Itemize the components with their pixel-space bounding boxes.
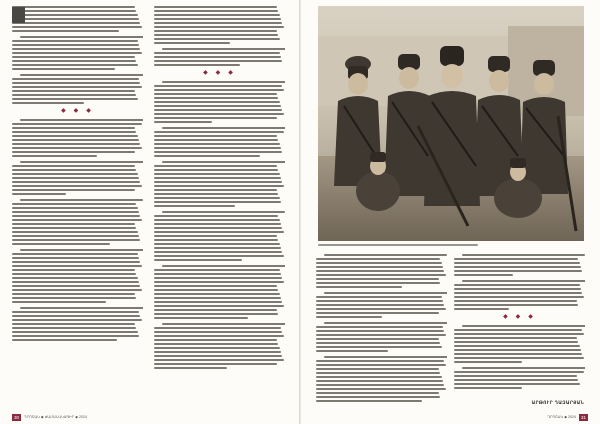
paragraph (154, 265, 285, 319)
text-line (154, 285, 277, 287)
text-line (462, 325, 585, 327)
photo-figures (318, 6, 584, 241)
paragraph (316, 292, 447, 318)
text-line (324, 322, 447, 324)
section-divider: ◆ ◆ ◆ (61, 107, 94, 114)
text-line (316, 368, 439, 370)
text-line (20, 119, 143, 121)
text-line (154, 281, 284, 283)
text-line (154, 22, 282, 24)
text-line (12, 265, 142, 267)
text-line (12, 82, 140, 84)
text-line (316, 342, 440, 344)
text-line (154, 97, 278, 99)
section-divider: ◆ ◆ ◆ (203, 69, 236, 76)
text-line (12, 173, 138, 175)
text-line (12, 86, 142, 88)
text-line (454, 329, 582, 331)
text-line (12, 123, 142, 125)
text-line (12, 257, 139, 259)
text-line (154, 60, 282, 62)
paragraph (154, 48, 285, 66)
text-line (12, 189, 135, 191)
text-line (12, 243, 110, 245)
text-line (12, 151, 135, 153)
text-line (154, 101, 280, 103)
paragraph (154, 323, 285, 369)
text-line (154, 117, 277, 119)
text-line (154, 205, 235, 207)
text-line (12, 203, 136, 205)
text-line (12, 331, 138, 333)
text-line (12, 211, 139, 213)
paragraph (12, 74, 143, 104)
text-line (12, 301, 106, 303)
text-line (12, 64, 138, 66)
text-line (12, 277, 138, 279)
text-line (324, 254, 447, 256)
text-line (154, 359, 284, 361)
text-line (454, 274, 513, 276)
text-line (12, 6, 135, 8)
right-page (300, 0, 600, 424)
text-line (154, 227, 282, 229)
text-line (454, 357, 584, 359)
text-line (316, 278, 439, 280)
text-line (316, 338, 439, 340)
text-line (154, 147, 281, 149)
paragraph (454, 367, 585, 389)
text-line (12, 131, 136, 133)
paragraph (316, 254, 447, 288)
text-line (454, 387, 522, 389)
text-line (454, 284, 580, 286)
text-line (154, 52, 280, 54)
right-page-column-1 (316, 254, 447, 404)
text-line (12, 98, 138, 100)
text-line (154, 331, 282, 333)
text-line (154, 109, 282, 111)
left-page-footer (12, 413, 87, 421)
text-line (154, 251, 282, 253)
page-number-right: 31 (580, 414, 586, 420)
text-line (154, 313, 278, 315)
text-line (454, 262, 580, 264)
text-line (154, 255, 284, 257)
text-line (12, 78, 139, 80)
text-line (154, 301, 282, 303)
section-divider: ◆ ◆ ◆ (503, 313, 536, 320)
text-line (12, 285, 140, 287)
text-line (316, 316, 382, 318)
text-line (154, 327, 281, 329)
text-line (154, 26, 284, 28)
text-line (12, 185, 142, 187)
text-line (454, 333, 584, 335)
paragraph (12, 6, 143, 32)
text-line (316, 384, 444, 386)
text-line (154, 367, 227, 369)
text-line (154, 355, 282, 357)
page-number-left: 30 (13, 414, 19, 420)
text-line (154, 93, 277, 95)
text-line (12, 127, 135, 129)
text-line (12, 143, 140, 145)
drop-cap (12, 7, 25, 23)
text-line (154, 151, 282, 153)
text-line (454, 300, 577, 302)
text-line (12, 215, 140, 217)
text-line (154, 219, 280, 221)
text-line (454, 270, 582, 272)
text-line (162, 48, 285, 50)
photo-caption (318, 244, 584, 250)
text-line (154, 64, 240, 66)
text-line (154, 165, 277, 167)
paragraph (454, 254, 585, 276)
text-line (316, 266, 443, 268)
text-line (12, 68, 115, 70)
text-line (12, 311, 139, 313)
text-line (316, 400, 422, 402)
text-line (12, 289, 142, 291)
text-line (12, 177, 139, 179)
text-line (154, 363, 277, 365)
paragraph (154, 81, 285, 123)
text-line (12, 94, 136, 96)
text-line (454, 266, 581, 268)
left-page-column-2 (154, 6, 285, 402)
left-footer-text: ԴՐՈՇԱԿ ◆ ԺԱՄԱՆԱԿԱԳԻՐ ◆ 2024 (24, 415, 87, 420)
text-line (316, 312, 439, 314)
text-line (12, 193, 66, 195)
text-line (154, 347, 280, 349)
text-line (154, 30, 277, 32)
text-line (316, 380, 443, 382)
paragraph (12, 36, 143, 70)
text-line (12, 22, 140, 24)
text-line (154, 131, 284, 133)
text-line (454, 375, 577, 377)
text-line (454, 371, 584, 373)
text-line (154, 143, 280, 145)
text-line (454, 349, 581, 351)
text-line (12, 139, 139, 141)
text-line (154, 339, 277, 341)
text-line (454, 341, 578, 343)
text-line (12, 147, 142, 149)
text-line (154, 189, 277, 191)
text-line (154, 351, 281, 353)
text-line (12, 235, 139, 237)
text-line (12, 227, 136, 229)
text-line (154, 121, 212, 123)
text-line (12, 181, 140, 183)
text-line (12, 165, 135, 167)
text-line (12, 26, 142, 28)
text-line (454, 353, 582, 355)
paragraph (154, 161, 285, 207)
text-line (454, 345, 580, 347)
text-line (154, 247, 281, 249)
text-line (462, 254, 585, 256)
text-line (154, 181, 282, 183)
text-line (162, 81, 285, 83)
text-line (154, 34, 278, 36)
text-line (12, 169, 136, 171)
text-line (12, 315, 140, 317)
text-line (154, 56, 281, 58)
text-line (316, 300, 443, 302)
right-page-column-2 (454, 254, 585, 402)
text-line (462, 280, 585, 282)
text-line (12, 207, 138, 209)
text-line (316, 304, 444, 306)
text-line (154, 139, 278, 141)
text-line (154, 197, 280, 199)
text-line (154, 235, 277, 237)
text-line (12, 10, 136, 12)
caption-line (318, 244, 478, 246)
text-line (162, 161, 285, 163)
text-line (454, 288, 581, 290)
text-line (20, 36, 143, 38)
paragraph (12, 307, 143, 341)
text-line (316, 296, 442, 298)
text-line (154, 38, 280, 40)
text-line (12, 44, 139, 46)
text-line (162, 265, 285, 267)
text-line (316, 372, 440, 374)
text-line (316, 392, 439, 394)
text-line (154, 14, 280, 16)
text-line (12, 261, 140, 263)
text-line (454, 337, 577, 339)
text-line (316, 282, 440, 284)
paragraph (316, 356, 447, 402)
text-line (154, 89, 284, 91)
text-line (154, 223, 281, 225)
text-line (154, 269, 280, 271)
text-line (12, 281, 139, 283)
text-line (154, 297, 281, 299)
paragraph (154, 211, 285, 261)
text-line (316, 308, 446, 310)
text-line (316, 274, 446, 276)
text-line (154, 259, 242, 261)
text-line (454, 383, 580, 385)
text-line (12, 102, 84, 104)
paragraph (316, 322, 447, 352)
text-line (154, 85, 282, 87)
text-line (324, 356, 447, 358)
historical-group-photo (318, 6, 584, 241)
text-line (154, 335, 284, 337)
text-line (154, 169, 278, 171)
text-line (316, 258, 440, 260)
text-line (154, 193, 278, 195)
text-line (154, 215, 278, 217)
text-line (154, 185, 284, 187)
text-line (12, 339, 117, 341)
text-line (454, 292, 582, 294)
author-signature: ԱՐԹՈՒՐ ՂԱԶԱՐՅԱՆ (531, 401, 584, 406)
paragraph (12, 199, 143, 245)
text-line (316, 376, 442, 378)
text-line (12, 269, 135, 271)
text-line (454, 296, 584, 298)
text-line (154, 239, 278, 241)
text-line (12, 219, 142, 221)
paragraph (454, 280, 585, 310)
paragraph (454, 325, 585, 363)
text-line (454, 379, 578, 381)
text-line (12, 14, 138, 16)
text-line (154, 277, 282, 279)
text-line (154, 293, 280, 295)
text-line (154, 231, 284, 233)
text-line (12, 90, 135, 92)
text-line (154, 10, 278, 12)
text-line (154, 317, 248, 319)
text-line (12, 48, 140, 50)
text-line (154, 243, 280, 245)
text-line (316, 286, 402, 288)
text-line (12, 253, 138, 255)
text-line (12, 327, 136, 329)
paragraph (154, 6, 285, 44)
text-line (154, 42, 230, 44)
text-line (316, 346, 442, 348)
right-page-footer (547, 413, 588, 421)
text-line (12, 297, 136, 299)
text-line (12, 223, 135, 225)
text-line (12, 273, 136, 275)
text-line (162, 211, 285, 213)
paragraph (12, 249, 143, 303)
text-line (154, 173, 280, 175)
text-line (454, 304, 578, 306)
text-line (316, 270, 444, 272)
text-line (324, 292, 447, 294)
text-line (12, 239, 140, 241)
text-line (154, 6, 277, 8)
text-line (20, 249, 143, 251)
text-line (12, 293, 135, 295)
text-line (12, 231, 138, 233)
text-line (316, 326, 443, 328)
text-line (316, 388, 446, 390)
text-line (154, 201, 281, 203)
left-page-column-1 (12, 6, 143, 402)
text-line (154, 289, 278, 291)
text-line (20, 199, 143, 201)
paragraph (12, 161, 143, 195)
text-line (12, 335, 139, 337)
text-line (454, 361, 522, 363)
text-line (154, 309, 277, 311)
text-line (12, 18, 139, 20)
text-line (154, 305, 284, 307)
text-line (154, 105, 281, 107)
text-line (454, 308, 509, 310)
text-line (316, 262, 442, 264)
paragraph (154, 127, 285, 157)
text-line (154, 273, 281, 275)
text-line (12, 60, 136, 62)
text-line (20, 74, 143, 76)
paragraph (12, 119, 143, 157)
text-line (316, 360, 444, 362)
text-line (162, 127, 285, 129)
text-line (12, 52, 142, 54)
text-line (12, 323, 135, 325)
text-line (316, 350, 388, 352)
text-line (20, 161, 143, 163)
text-line (12, 135, 138, 137)
text-line (154, 18, 281, 20)
text-line (162, 323, 285, 325)
text-line (316, 334, 446, 336)
text-line (154, 343, 278, 345)
text-line (12, 319, 142, 321)
text-line (154, 177, 281, 179)
text-line (316, 364, 446, 366)
text-line (12, 155, 97, 157)
text-line (154, 113, 284, 115)
right-footer-text: ԴՐՈՇԱԿ ◆ 2024 (547, 415, 576, 420)
text-line (154, 135, 277, 137)
text-line (12, 56, 135, 58)
text-line (20, 307, 143, 309)
text-line (12, 30, 119, 32)
text-line (12, 40, 138, 42)
text-line (454, 258, 578, 260)
text-line (462, 367, 585, 369)
text-line (154, 155, 260, 157)
text-line (316, 330, 444, 332)
text-line (316, 396, 440, 398)
